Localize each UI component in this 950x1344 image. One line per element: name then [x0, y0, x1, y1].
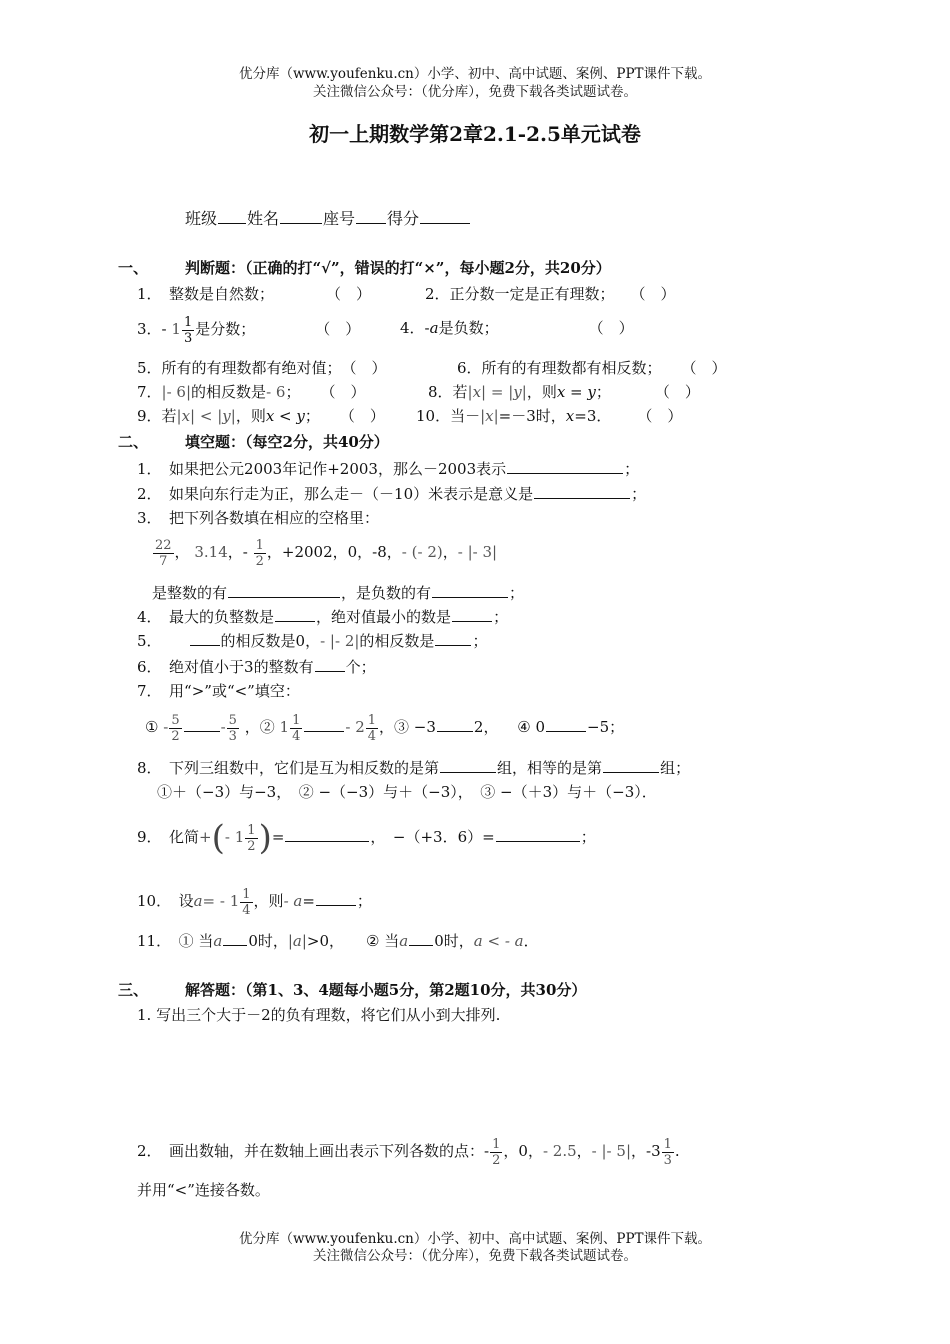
s1-q10-text: 10．当－ [416, 407, 481, 425]
s2-q7-f4-den: 4 [367, 728, 377, 744]
s3-q2-sep3: ，-3 [631, 1142, 661, 1160]
s1-q7-text: 7． [137, 383, 162, 401]
s2-q7-circle-1: ① [145, 718, 159, 736]
s2-q3: 3． 把下列各数填在相应的空格里： [137, 509, 380, 527]
seat-label: 座号 [323, 209, 356, 228]
s1-q3 [137, 312, 359, 346]
s2-q9-blank1 [285, 826, 369, 842]
s2-q4-blank1 [275, 606, 315, 622]
section-2-number: 二、 [118, 433, 149, 451]
s2-q9-blank2 [496, 826, 580, 842]
s2-q10-frac [240, 887, 252, 918]
s2-q7: 7． 用“>”或“<”填空： [137, 682, 300, 700]
s1-q3-numerator: 1 [183, 314, 193, 330]
s1-q8-expr: |x| = |y| [467, 383, 527, 401]
section-3-heading: 解答题：（第1、3、4题每小题5分，第2题10分，共30分） [185, 981, 587, 999]
s2-q5-num: 5． [137, 632, 162, 650]
s2-q4-text: 4． 最大的负整数是 [137, 608, 275, 626]
s1-q10-paren: （ ） [637, 407, 683, 425]
s1-q3-paren: （ ） [315, 320, 361, 338]
s3-q2-value-neg-2-5: - 2.5 [542, 1142, 577, 1160]
s2-q8-mid: 组，相等的是第 [497, 759, 603, 777]
s1-q3-text: 3．- [137, 320, 167, 338]
s2-q3-sep1: ， [174, 543, 190, 561]
header-line-1: 优分库（www.youfenku.cn）小学、初中、高中试题、案例、PPT课件下载。 [238, 66, 712, 82]
s2-q3-f1-num: 22 [155, 537, 172, 553]
s1-q3-whole: 1 [171, 320, 181, 338]
s2-q10-eq: = [302, 892, 315, 910]
s1-q10-end: =3． [574, 407, 612, 425]
s2-q10-end: ； [356, 892, 372, 910]
s2-q8-blank2 [603, 757, 659, 773]
s2-q10-expr: = - 1 [202, 892, 240, 910]
s2-q5-expr: - |- 2| [320, 632, 360, 650]
s2-q3-negatives-label: ，是负数的有 [341, 584, 432, 602]
s1-q5-paren: （ ） [341, 359, 387, 377]
s1-q9-text: 9．若 [137, 407, 177, 425]
s2-q5-blank2 [435, 630, 471, 646]
footer-line-2: 关注微信公众号：（优分库），免费下载各类试题试卷。 [313, 1248, 637, 1264]
s2-q3-f3-den: 2 [255, 553, 264, 569]
s2-q7-circle-4: ④ 0 [517, 718, 546, 736]
s2-q9-plus: + [199, 828, 212, 846]
s2-q7-circle-3: ，③ −3 [379, 718, 436, 736]
s2-q7-blank-2 [304, 716, 344, 732]
s2-q3-sep3: ，+2002，0，-8， [266, 543, 402, 561]
s1-q9-end: ； [304, 407, 320, 425]
s2-q7-f3-den: 4 [292, 728, 301, 744]
s1-q4-suffix: 是负数； [438, 319, 499, 337]
s2-q11-mid1: 0时， [248, 932, 288, 950]
s1-q8-text: 8．若 [428, 383, 468, 401]
s2-q11 [137, 930, 539, 951]
name-label: 姓名 [247, 209, 280, 228]
s1-q1-paren: （ ） [326, 285, 372, 303]
s2-q7-frac-5-2 [169, 713, 181, 744]
s2-q8-end: 组； [660, 759, 691, 777]
s2-q6-end: 个； [345, 658, 376, 676]
s2-q3-answers [152, 582, 524, 603]
student-info [185, 208, 471, 229]
s2-q11-part2: ② 当 [366, 932, 400, 950]
s3-q1: 1. 写出三个大于－2的负有理数，将它们从小到大排列. [137, 1006, 501, 1024]
s2-q10-blank [316, 890, 356, 906]
s2-q7-f3-num: 1 [292, 712, 301, 728]
s2-q7-blank-4 [546, 716, 586, 732]
s2-q11-ineq: a < - a [473, 932, 524, 950]
s2-q3-frac-22-7 [153, 538, 174, 569]
page-title: 初一上期数学第2章2.1-2.5单元试卷 [309, 122, 641, 146]
s2-q3-numbers [152, 534, 497, 570]
s1-q8-end: ； [595, 383, 611, 401]
s2-q10-var: a [193, 892, 203, 910]
s2-q4-mid: ，绝对值最小的数是 [316, 608, 452, 626]
s2-q4-blank2 [452, 606, 492, 622]
s2-q6-text: 6． 绝对值小于3的整数有 [137, 658, 314, 676]
s1-q7-paren: （ ） [320, 383, 366, 401]
class-blank [218, 208, 246, 224]
s2-q7-minus-1: - [163, 718, 169, 736]
s2-q7-frac-5-3 [227, 713, 239, 744]
s2-q10-f-num: 1 [242, 886, 251, 902]
s1-q8-mid: ，则 [526, 383, 557, 401]
s2-q1 [137, 458, 639, 479]
s2-q1-end: ； [624, 460, 640, 478]
s1-q6 [457, 358, 726, 378]
s2-q4 [137, 606, 508, 627]
section-2-heading: 填空题：（每空2分，共40分） [185, 433, 389, 451]
score-label: 得分 [387, 209, 420, 228]
s2-q7-whole-1: 1 [279, 718, 290, 736]
s1-q4-var: a [429, 319, 439, 337]
s1-q4-text: 4．- [400, 319, 430, 337]
s2-q3-value-3-14: 3.14 [194, 543, 228, 561]
s3-q2-f1-num: 1 [492, 1136, 501, 1152]
s1-q4-paren: （ ） [588, 319, 634, 337]
s2-q9-text: 9． 化简 [137, 828, 200, 846]
s2-q11-blank1 [223, 930, 247, 946]
s2-q3-sep2: ，- [227, 543, 248, 561]
s2-q7-blank-3 [437, 716, 473, 732]
s1-q4 [400, 318, 633, 338]
s2-q9 [137, 812, 596, 863]
s2-q5-text: 的相反数是0， [220, 632, 321, 650]
s1-q3-suffix: 是分数； [195, 320, 256, 338]
s2-q9-f-den: 2 [247, 838, 256, 854]
s2-q9-lparen: ( [211, 818, 225, 858]
s2-q11-var1: a [213, 932, 223, 950]
s2-q2-blank [534, 483, 630, 499]
s3-q2-f2-den: 3 [663, 1152, 672, 1168]
s2-q7-items [145, 708, 624, 746]
s2-q2-text: 2． 如果向东行走为正，那么走－（－10）米表示是意义是 [137, 485, 534, 503]
s2-q6-blank [315, 656, 345, 672]
s2-q4-end: ； [493, 608, 509, 626]
s2-q10-text: 10． 设 [137, 892, 194, 910]
s2-q1-blank [507, 458, 623, 474]
s2-q8-text: 8． 下列三组数中，它们是互为相反数的是第 [137, 759, 440, 777]
s1-q2 [425, 284, 675, 304]
section-1-number: 一、 [118, 259, 149, 277]
s2-q7-whole-2: - 2 [345, 718, 365, 736]
s1-q2-text: 2．正分数一定是正有理数； [425, 285, 615, 303]
s2-q10-mid: ，则 [253, 892, 284, 910]
s2-q2 [137, 483, 646, 504]
s3-q2-f1-den: 2 [492, 1152, 501, 1168]
s2-q5 [137, 630, 487, 651]
s1-q10-expr: |x| [480, 407, 499, 425]
s3-q2-line2: 并用“<”连接各数。 [137, 1181, 270, 1199]
header-line-2: 关注微信公众号：（优分库），免费下载各类试题试卷。 [313, 84, 637, 100]
s1-q9-paren: （ ） [339, 407, 385, 425]
s2-q7-circle-2: ，② [244, 718, 275, 736]
s3-q2-frac-1-3 [662, 1137, 674, 1168]
s3-q2-value-abs-neg5: - |- 5| [591, 1142, 631, 1160]
s2-q9-end: ； [580, 828, 596, 846]
section-3-number: 三、 [118, 981, 149, 999]
s3-q2-frac-1-2 [490, 1137, 502, 1168]
s3-q2 [137, 1132, 680, 1170]
s2-q3-integers-blank [228, 582, 340, 598]
s2-q3-f3-num: 1 [255, 537, 264, 553]
class-label: 班级 [185, 209, 218, 228]
s2-q9-frac [245, 823, 257, 854]
s2-q1-text: 1． 如果把公元2003年记作+2003，那么－2003表示 [137, 460, 507, 478]
s1-q7 [137, 382, 364, 402]
s1-q6-text: 6．所有的有理数都有相反数； [457, 359, 662, 377]
s2-q11-mid3: 0时， [434, 932, 474, 950]
s2-q3-integers-label: 是整数的有 [152, 584, 228, 602]
s1-q9-mid: ，则 [235, 407, 266, 425]
s2-q9-mid: ， −（+3．6）= [370, 828, 495, 846]
s1-q8-value: x = y [556, 383, 596, 401]
s2-q3-end: ； [509, 584, 525, 602]
s2-q5-mid: 的相反数是 [359, 632, 435, 650]
s3-q2-sep1: ，0， [503, 1142, 543, 1160]
s3-q2-end: . [674, 1142, 680, 1160]
s1-q8-paren: （ ） [654, 383, 700, 401]
s2-q8-blank1 [440, 757, 496, 773]
s2-q5-end: ； [472, 632, 488, 650]
s2-q3-sep4: ， [442, 543, 458, 561]
s2-q10 [137, 882, 372, 920]
s1-q1-text: 1． 整数是自然数； [137, 285, 275, 303]
seat-blank [356, 208, 386, 224]
footer-line-1: 优分库（www.youfenku.cn）小学、初中、高中试题、案例、PPT课件下载。 [238, 1231, 712, 1247]
s2-q7-item4-end: −5； [587, 718, 625, 736]
s1-q6-paren: （ ） [681, 359, 727, 377]
s1-q7-end: ； [285, 383, 301, 401]
section-1-heading: 判断题：（正确的打“√”，错误的打“×”，每小题2分，共20分） [185, 259, 611, 277]
s2-q9-rparen: ) [258, 818, 272, 858]
s1-q3-fraction [182, 315, 194, 346]
s2-q10-neg-a: - a [283, 892, 303, 910]
s2-q7-frac-1-4b [366, 713, 378, 744]
s1-q10 [416, 406, 681, 426]
s3-q2-sep2: ， [576, 1142, 592, 1160]
s2-q7-f1-den: 2 [171, 728, 180, 744]
s2-q11-end: ． [523, 932, 539, 950]
s2-q7-item3-end: 2， [473, 718, 499, 736]
s2-q7-frac-1-4a [290, 713, 302, 744]
s1-q2-paren: （ ） [630, 285, 676, 303]
s2-q11-text: 11． ① 当 [137, 932, 214, 950]
s2-q3-value-neg-neg2: - (- 2) [401, 543, 443, 561]
s2-q6 [137, 656, 376, 677]
s2-q7-f2-num: 5 [228, 712, 237, 728]
s1-q3-denominator: 3 [183, 330, 193, 346]
s3-q2-text: 2． 画出数轴，并在数轴上画出表示下列各数的点：- [137, 1142, 490, 1160]
s1-q9 [137, 406, 384, 426]
s1-q7-value: - 6 [266, 383, 286, 401]
s2-q11-mid2: >0， [306, 932, 345, 950]
score-blank [420, 208, 470, 224]
s1-q10-mid: =－3时， [498, 407, 566, 425]
s2-q7-blank-1 [184, 716, 220, 732]
s1-q7-expr: |- 6| [161, 383, 192, 401]
s2-q3-f1-den: 7 [159, 553, 168, 569]
s2-q11-abs-a: |a| [287, 932, 307, 950]
s1-q1 [137, 284, 370, 304]
s1-q8 [428, 382, 699, 402]
s2-q10-f-den: 4 [242, 902, 251, 918]
s2-q7-f2-den: 3 [228, 728, 237, 744]
s1-q9-expr: |x| < |y| [176, 407, 236, 425]
s2-q3-frac-1-2 [254, 538, 266, 569]
s2-q9-f-num: 1 [247, 822, 256, 838]
name-blank [280, 208, 322, 224]
s2-q2-end: ； [631, 485, 647, 503]
s2-q3-negatives-blank [432, 582, 508, 598]
s2-q9-eq: = [271, 828, 285, 846]
s2-q5-blank1 [190, 630, 220, 646]
s1-q7-mid: 的相反数是 [191, 383, 267, 401]
s1-q5-text: 5．所有的有理数都有绝对值； [137, 359, 342, 377]
s1-q9-value: x < y [265, 407, 305, 425]
s2-q11-blank2 [409, 930, 433, 946]
s1-q10-var: x [565, 407, 575, 425]
s2-q3-value-abs-neg3: - |- 3| [457, 543, 498, 561]
s2-q11-var2: a [399, 932, 409, 950]
s2-q7-f4-num: 1 [367, 712, 377, 728]
s2-q7-f1-num: 5 [171, 712, 180, 728]
s2-q8 [137, 757, 690, 778]
s2-q7-minus-2: - [220, 718, 226, 736]
s2-q9-whole: - 1 [224, 828, 245, 846]
s3-q2-f2-num: 1 [663, 1136, 672, 1152]
s1-q5 [137, 358, 386, 378]
s2-q8-groups: ①＋（−3）与−3， ② −（−3）与＋（−3）， ③ −（＋3）与＋（−3）． [157, 783, 657, 801]
